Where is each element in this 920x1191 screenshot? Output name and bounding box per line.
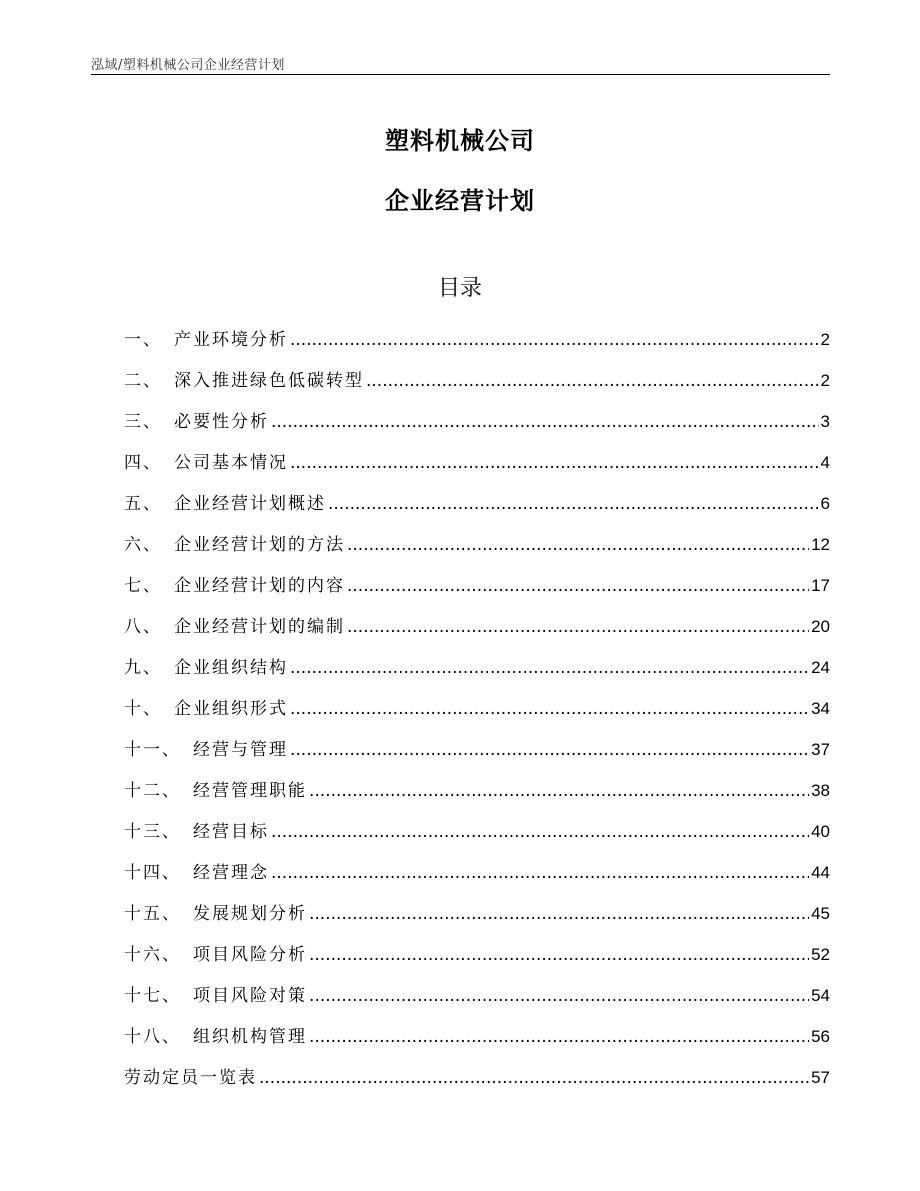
toc-entry[interactable] xyxy=(124,858,830,899)
toc-entry-label: 项目风险对策 xyxy=(193,986,307,1006)
toc-dot-leader xyxy=(309,781,809,801)
toc-entry-page: 44 xyxy=(811,863,830,882)
toc-entry-number: 十四、 xyxy=(124,863,181,883)
toc-entry-number: 二、 xyxy=(124,371,162,391)
toc-dot-leader xyxy=(347,576,809,596)
toc-entry-label: 劳动定员一览表 xyxy=(124,1068,257,1088)
toc-entry-number: 十七、 xyxy=(124,986,181,1006)
toc-entry[interactable] xyxy=(124,571,830,612)
toc-entry-page: 2 xyxy=(820,330,830,349)
toc-entry-label: 必要性分析 xyxy=(174,412,269,432)
toc-entry[interactable] xyxy=(124,407,830,448)
toc-entry-page: 20 xyxy=(811,617,830,636)
toc-entry-page: 24 xyxy=(811,658,830,677)
toc-entry[interactable] xyxy=(124,735,830,776)
toc-entry-label: 企业组织形式 xyxy=(174,699,288,719)
toc-entry-page: 12 xyxy=(811,535,830,554)
toc-entry[interactable] xyxy=(124,325,830,366)
toc-entry[interactable] xyxy=(124,817,830,858)
toc-entry-page: 54 xyxy=(811,986,830,1005)
toc-entry[interactable] xyxy=(124,694,830,735)
toc-entry[interactable] xyxy=(124,899,830,940)
toc-entry-number: 十二、 xyxy=(124,781,181,801)
toc-dot-leader xyxy=(328,494,819,514)
toc-entry-label: 公司基本情况 xyxy=(174,453,288,473)
toc-dot-leader xyxy=(259,1068,809,1088)
toc-entry[interactable] xyxy=(124,612,830,653)
toc-entry-number: 六、 xyxy=(124,535,162,555)
toc-entry-page: 6 xyxy=(820,494,830,513)
toc-entry-label: 企业经营计划概述 xyxy=(174,494,326,514)
toc-entry-label: 企业经营计划的内容 xyxy=(174,576,345,596)
toc-dot-leader xyxy=(290,330,819,350)
toc-entry-label: 经营理念 xyxy=(193,863,269,883)
toc-entry-number: 十六、 xyxy=(124,945,181,965)
toc-entry-number: 八、 xyxy=(124,617,162,637)
header-divider xyxy=(91,74,830,75)
toc-dot-leader xyxy=(290,699,809,719)
toc-entry-page: 57 xyxy=(811,1068,830,1087)
toc-dot-leader xyxy=(366,371,819,391)
toc-entry[interactable] xyxy=(124,1063,830,1104)
toc-entry[interactable] xyxy=(124,366,830,407)
toc-entry-page: 40 xyxy=(811,822,830,841)
document-title: 塑料机械公司 xyxy=(385,127,535,155)
toc-entry-number: 十一、 xyxy=(124,740,181,760)
toc-entry[interactable] xyxy=(124,940,830,981)
toc-entry-label: 发展规划分析 xyxy=(193,904,307,924)
toc-entry-page: 17 xyxy=(811,576,830,595)
toc-entry-number: 十八、 xyxy=(124,1027,181,1047)
toc-heading: 目录 xyxy=(437,276,482,301)
toc-entry-label: 经营管理职能 xyxy=(193,781,307,801)
toc-dot-leader xyxy=(271,412,819,432)
toc-entry-label: 经营与管理 xyxy=(193,740,288,760)
toc-entry-number: 五、 xyxy=(124,494,162,514)
toc-dot-leader xyxy=(309,904,809,924)
toc-entry-number: 九、 xyxy=(124,658,162,678)
toc-dot-leader xyxy=(271,822,809,842)
toc-entry-number: 十、 xyxy=(124,699,162,719)
toc-entry-label: 经营目标 xyxy=(193,822,269,842)
toc-dot-leader xyxy=(290,658,809,678)
toc-entry[interactable] xyxy=(124,981,830,1022)
toc-entry-page: 4 xyxy=(820,453,830,472)
toc-entry-page: 38 xyxy=(811,781,830,800)
toc-entry[interactable] xyxy=(124,448,830,489)
toc-dot-leader xyxy=(290,453,819,473)
toc-dot-leader xyxy=(347,617,809,637)
toc-entry[interactable] xyxy=(124,1022,830,1063)
toc-entry-page: 45 xyxy=(811,904,830,923)
toc-dot-leader xyxy=(309,986,809,1006)
toc-dot-leader xyxy=(309,1027,809,1047)
toc-dot-leader xyxy=(309,945,809,965)
toc-entry-label: 项目风险分析 xyxy=(193,945,307,965)
toc-entry-label: 企业经营计划的方法 xyxy=(174,535,345,555)
toc-entry[interactable] xyxy=(124,653,830,694)
toc-entry-page: 34 xyxy=(811,699,830,718)
toc-entry-number: 四、 xyxy=(124,453,162,473)
toc-entry-number: 七、 xyxy=(124,576,162,596)
toc-dot-leader xyxy=(271,863,809,883)
toc-entry-label: 企业经营计划的编制 xyxy=(174,617,345,637)
toc-entry-number: 三、 xyxy=(124,412,162,432)
toc-entry-page: 52 xyxy=(811,945,830,964)
toc-entry-page: 2 xyxy=(820,371,830,390)
toc-entry-page: 3 xyxy=(820,412,830,431)
toc-entry-number: 一、 xyxy=(124,330,162,350)
toc-entry[interactable] xyxy=(124,489,830,530)
toc-entry-number: 十五、 xyxy=(124,904,181,924)
toc-entry[interactable] xyxy=(124,530,830,571)
toc-dot-leader xyxy=(290,740,809,760)
toc-entry-page: 37 xyxy=(811,740,830,759)
running-header: 泓域/塑料机械公司企业经营计划 xyxy=(91,58,285,73)
toc-entry-label: 组织机构管理 xyxy=(193,1027,307,1047)
toc-entry-label: 产业环境分析 xyxy=(174,330,288,350)
toc-dot-leader xyxy=(347,535,809,555)
toc-entry-number: 十三、 xyxy=(124,822,181,842)
toc-entry[interactable] xyxy=(124,776,830,817)
toc-entry-label: 企业组织结构 xyxy=(174,658,288,678)
toc-entry-page: 56 xyxy=(811,1027,830,1046)
toc-entry-label: 深入推进绿色低碳转型 xyxy=(174,371,364,391)
document-subtitle: 企业经营计划 xyxy=(385,187,535,215)
table-of-contents xyxy=(124,325,830,1104)
